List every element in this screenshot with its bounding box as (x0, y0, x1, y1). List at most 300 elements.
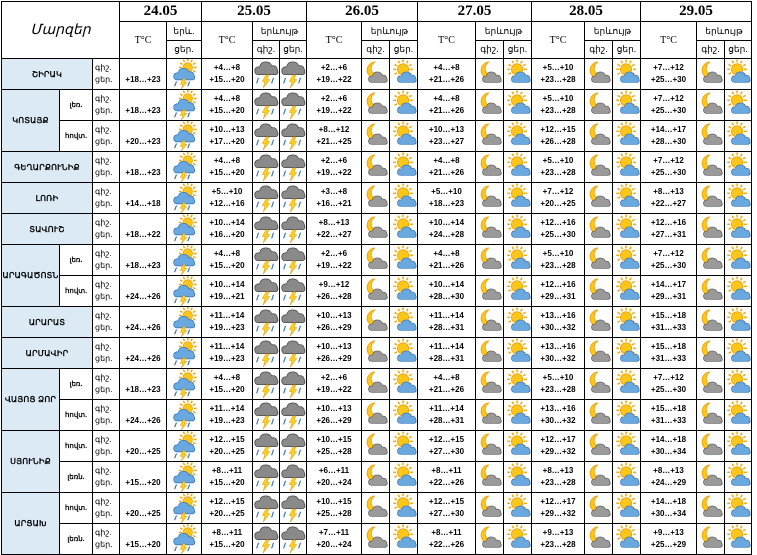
weather-icon-cell (585, 121, 613, 152)
temperature-cell (202, 152, 253, 183)
temperature-cell (202, 338, 253, 369)
temperature-cell (532, 90, 585, 121)
temp-day: +19…+23 (209, 354, 245, 363)
weather-icon (253, 183, 279, 213)
weather-icon-cell (697, 59, 725, 90)
weather-icon (698, 307, 724, 337)
weather-icon-cell (725, 462, 752, 493)
weather-icon (725, 338, 751, 368)
day-header: ցեր. (504, 41, 532, 59)
temperature-cell (418, 245, 476, 276)
temp-night: +8…+13 (318, 218, 350, 227)
weather-icon (280, 276, 306, 306)
weather-icon-cell (280, 462, 307, 493)
temperature-cell (418, 462, 476, 493)
weather-icon-cell (253, 431, 280, 462)
temp-night: +4…+8 (433, 94, 460, 103)
phenomenon-header: երևույթ (585, 22, 641, 41)
weather-icon (725, 183, 751, 213)
weather-icon-cell (362, 214, 390, 245)
weather-icon (698, 276, 724, 306)
night-label: գիշ. (95, 187, 112, 196)
temp-day: +18…+23 (125, 106, 161, 115)
weather-icon-cell (613, 307, 641, 338)
phenomenon-header: երևույթ (697, 22, 752, 41)
temperature-cell (202, 121, 253, 152)
weather-icon-cell (725, 493, 752, 524)
weather-icon (614, 493, 640, 523)
weather-icon (586, 307, 612, 337)
weather-icon (477, 431, 503, 461)
weather-icon-cell (613, 214, 641, 245)
temperature-cell (202, 493, 253, 524)
temp-night: +13…+16 (540, 311, 576, 320)
weather-icon (280, 152, 306, 182)
weather-icon-cell (280, 493, 307, 524)
temperature-cell (307, 338, 362, 369)
weather-icon (477, 214, 503, 244)
temp-night: +12…+15 (428, 497, 465, 506)
weather-icon (505, 431, 531, 461)
temp-night: +5…+10 (542, 94, 574, 103)
weather-icon-cell (504, 59, 532, 90)
weather-icon-cell (280, 121, 307, 152)
weather-icon-cell (280, 152, 307, 183)
weather-icon-cell (167, 152, 202, 183)
day-label: ցեր. (95, 230, 113, 239)
temp-night: +2…+6 (320, 156, 348, 165)
temp-day: +22…+26 (428, 540, 465, 549)
temp-header: T°C (418, 22, 476, 59)
region-row (2, 338, 752, 369)
weather-icon-cell (725, 121, 752, 152)
temp-day: +16…+21 (316, 199, 352, 208)
weather-icon-cell (697, 307, 725, 338)
temp-night: +8…+11 (431, 528, 462, 537)
temperature-cell (418, 276, 476, 307)
region-name: ԼՈՌԻ (2, 183, 93, 214)
day-label: ցեր. (95, 478, 113, 487)
temp-day: +25…+30 (650, 385, 687, 394)
temp-night: +5…+10 (542, 249, 574, 258)
temp-day: +27…+31 (650, 230, 687, 239)
weather-icon (391, 152, 417, 182)
temperature-cell (418, 400, 476, 431)
temp-night: +10…+14 (209, 280, 245, 289)
weather-icon-cell (362, 369, 390, 400)
day-label: ցեր. (95, 447, 113, 456)
temp-night: +10…+13 (316, 404, 352, 413)
weather-icon-cell (585, 524, 613, 555)
temp-night: +11…+14 (429, 404, 464, 413)
temperature-cell (418, 121, 476, 152)
temperature-cell (307, 524, 362, 555)
region-row (2, 400, 752, 431)
weather-icon (280, 400, 306, 430)
temp-day: +20…+24 (316, 540, 352, 549)
temp-day: +25…+30 (540, 230, 576, 239)
temp-day: +26…+28 (316, 292, 352, 301)
time-of-day (93, 121, 120, 152)
temp-day: +15…+20 (209, 75, 245, 84)
weather-icon (725, 369, 751, 399)
forecast-sheet (1, 1, 752, 555)
day-label: ցեր. (95, 540, 113, 549)
region-row (2, 183, 752, 214)
temperature-cell (532, 400, 585, 431)
temp-day: +18…+23 (125, 261, 161, 270)
weather-icon (391, 462, 417, 492)
temperature-cell (307, 462, 362, 493)
temp-night: +7…+12 (542, 187, 574, 196)
weather-icon (391, 307, 417, 337)
weather-icon-cell (476, 121, 504, 152)
temp-day: +21…+26 (428, 385, 465, 394)
temp-day: +24…+26 (125, 354, 161, 363)
weather-icon (505, 214, 531, 244)
temperature-cell (120, 59, 167, 90)
weather-icon (253, 524, 279, 554)
weather-icon-cell (585, 245, 613, 276)
temperature-cell (307, 276, 362, 307)
temp-day: +24…+26 (125, 416, 161, 425)
time-of-day (93, 431, 120, 462)
temperature-cell (202, 307, 253, 338)
temp-day: +30…+32 (540, 323, 576, 332)
temp-day: +25…+29 (650, 540, 687, 549)
weather-icon (477, 245, 503, 275)
temperature-cell (418, 307, 476, 338)
temp-day: +15…+20 (209, 261, 245, 270)
temp-night: +12…+16 (540, 218, 576, 227)
weather-icon-cell (390, 183, 418, 214)
temp-night: +10…+14 (428, 218, 465, 227)
weather-icon (586, 152, 612, 182)
temperature-cell (641, 431, 697, 462)
weather-icon-cell (725, 369, 752, 400)
weather-icon-cell (167, 369, 202, 400)
weather-icon-cell (697, 524, 725, 555)
temperature-cell (120, 307, 167, 338)
region-row (2, 121, 752, 152)
weather-icon-cell (362, 338, 390, 369)
temperature-cell (120, 338, 167, 369)
weather-icon (505, 524, 531, 554)
temp-night: +4…+8 (433, 373, 460, 382)
temp-blank (120, 155, 166, 167)
weather-icon (725, 90, 751, 120)
temp-night: +8…+12 (318, 125, 350, 134)
weather-icon (363, 307, 389, 337)
weather-icon-cell (167, 462, 202, 493)
temperature-cell (532, 183, 585, 214)
temperature-cell (641, 214, 697, 245)
weather-icon (280, 307, 306, 337)
temp-night: +15…+18 (650, 342, 687, 351)
temp-blank (120, 248, 166, 260)
weather-icon (363, 462, 389, 492)
temp-day: +15…+20 (125, 478, 161, 487)
weather-icon (280, 90, 306, 120)
temperature-cell (120, 400, 167, 431)
weather-icon-cell (725, 276, 752, 307)
weather-icon-cell (697, 369, 725, 400)
weather-icon (698, 90, 724, 120)
weather-icon-cell (613, 59, 641, 90)
weather-icon (171, 493, 197, 523)
night-label: գիշ. (95, 404, 112, 413)
temp-day: +25…+28 (316, 447, 352, 456)
night-header: գիշ. (697, 41, 725, 59)
weather-icon (505, 369, 531, 399)
weather-icon-cell (504, 493, 532, 524)
weather-icon (391, 524, 417, 554)
weather-icon-cell (167, 214, 202, 245)
weather-icon-cell (253, 276, 280, 307)
weather-icon-cell (280, 90, 307, 121)
weather-icon-cell (585, 183, 613, 214)
temp-night: +8…+11 (211, 466, 243, 475)
temp-blank (120, 403, 166, 415)
temperature-cell (641, 400, 697, 431)
temp-night: +11…+14 (209, 342, 245, 351)
weather-icon-cell (725, 307, 752, 338)
temperature-cell (641, 524, 697, 555)
weather-icon-cell (390, 338, 418, 369)
temp-night: +15…+18 (650, 404, 687, 413)
temperature-cell (418, 431, 476, 462)
temp-day: +26…+29 (316, 354, 352, 363)
weather-icon (253, 431, 279, 461)
weather-icon (171, 276, 197, 306)
weather-icon-cell (167, 493, 202, 524)
day-header: ցեր. (725, 41, 752, 59)
weather-icon-cell (476, 245, 504, 276)
zone-label: լեռն. (60, 524, 93, 555)
temperature-cell (641, 338, 697, 369)
temp-day: +21…+26 (428, 261, 465, 270)
temp-day: +23…+28 (540, 385, 576, 394)
temp-night: +14…+18 (650, 497, 687, 506)
temperature-cell (202, 400, 253, 431)
zone-label: հովտ. (60, 493, 93, 524)
night-header: գիշ. (253, 41, 280, 59)
weather-icon (725, 276, 751, 306)
weather-icon (363, 214, 389, 244)
temp-night: +12…+15 (209, 435, 245, 444)
temperature-cell (202, 183, 253, 214)
weather-icon (391, 183, 417, 213)
weather-icon-cell (167, 276, 202, 307)
phenomenon-header: երևույթ (362, 22, 418, 41)
weather-icon (698, 369, 724, 399)
region-row (2, 369, 752, 400)
temp-day: +21…+26 (428, 106, 465, 115)
temperature-cell (202, 462, 253, 493)
weather-icon-cell (725, 59, 752, 90)
temperature-cell (418, 214, 476, 245)
weather-icon (171, 369, 197, 399)
temperature-cell (307, 152, 362, 183)
time-of-day (93, 183, 120, 214)
weather-icon-cell (390, 462, 418, 493)
weather-icon-cell (167, 90, 202, 121)
temp-blank (120, 310, 166, 322)
weather-icon-cell (725, 245, 752, 276)
phenomenon-header: երևույթ (253, 22, 307, 41)
region-name: ՏԱՎՈՒՇ (2, 214, 93, 245)
zone-label: լեռ. (60, 245, 93, 276)
weather-icon-cell (362, 493, 390, 524)
weather-icon-cell (725, 431, 752, 462)
weather-icon (253, 493, 279, 523)
temperature-cell (418, 59, 476, 90)
weather-icon (586, 183, 612, 213)
temperature-cell (418, 338, 476, 369)
weather-icon-cell (613, 90, 641, 121)
temp-day: +28…+31 (428, 354, 465, 363)
night-label: գիշ. (95, 373, 112, 382)
date-header: 28.05 (532, 2, 641, 22)
temperature-cell (120, 431, 167, 462)
temp-night: +10…+13 (316, 311, 352, 320)
weather-icon (280, 183, 306, 213)
temp-day: +22…+26 (428, 478, 465, 487)
temp-night: +7…+11 (318, 528, 350, 537)
temperature-cell (307, 307, 362, 338)
weather-icon-cell (585, 369, 613, 400)
day-label: ցեր. (95, 261, 113, 270)
weather-icon (391, 90, 417, 120)
temp-night: +14…+18 (650, 435, 687, 444)
time-of-day (93, 276, 120, 307)
weather-icon (363, 493, 389, 523)
weather-icon (614, 152, 640, 182)
temp-header: T°C (532, 22, 585, 59)
temp-night: +7…+12 (653, 94, 684, 103)
zone-label: լեռն. (60, 462, 93, 493)
day-label: ցեր. (95, 385, 113, 394)
temperature-cell (120, 152, 167, 183)
temp-night: +11…+14 (209, 404, 245, 413)
weather-icon-cell (585, 307, 613, 338)
temp-day: +29…+31 (540, 292, 576, 301)
temp-day: +23…+28 (540, 478, 576, 487)
weather-icon (280, 338, 306, 368)
temp-blank (120, 465, 166, 477)
weather-icon-cell (504, 524, 532, 555)
temperature-cell (307, 90, 362, 121)
temperature-cell (418, 183, 476, 214)
weather-icon (725, 400, 751, 430)
temp-day: +21…+25 (316, 137, 352, 146)
temp-night: +9…+12 (318, 280, 350, 289)
temp-day: +18…+23 (428, 199, 465, 208)
temperature-cell (120, 524, 167, 555)
temp-day: +23…+28 (540, 540, 576, 549)
temperature-cell (307, 121, 362, 152)
temp-day: +19…+23 (209, 416, 245, 425)
weather-icon-cell (697, 245, 725, 276)
weather-icon-cell (504, 90, 532, 121)
temp-day: +20…+25 (209, 447, 245, 456)
temp-day: +30…+32 (540, 416, 576, 425)
temp-night: +13…+16 (540, 404, 576, 413)
weather-icon-cell (362, 524, 390, 555)
weather-icon (505, 338, 531, 368)
weather-icon-cell (253, 121, 280, 152)
weather-icon-cell (280, 431, 307, 462)
temp-blank (120, 279, 166, 291)
temp-night: +3…+8 (320, 187, 348, 196)
zone-label: հովտ. (60, 276, 93, 307)
temp-night: +2…+6 (320, 249, 348, 258)
temp-day: +20…+25 (540, 199, 576, 208)
weather-icon (698, 183, 724, 213)
time-of-day (93, 493, 120, 524)
date-header: 24.05 (120, 2, 202, 22)
temperature-cell (202, 90, 253, 121)
weather-icon-cell (476, 307, 504, 338)
weather-icon-cell (613, 400, 641, 431)
weather-icon-cell (362, 462, 390, 493)
temp-day: +18…+22 (125, 230, 161, 239)
time-of-day (93, 245, 120, 276)
temp-day: +24…+29 (650, 478, 687, 487)
temp-day: +25…+30 (650, 75, 687, 84)
temp-day: +31…+33 (650, 354, 687, 363)
temperature-cell (307, 369, 362, 400)
temp-night: +8…+13 (542, 466, 574, 475)
weather-icon-cell (280, 59, 307, 90)
region-row (2, 59, 752, 90)
weather-icon (363, 245, 389, 275)
weather-icon (477, 524, 503, 554)
weather-icon-cell (362, 121, 390, 152)
temp-day: +31…+33 (650, 323, 687, 332)
temp-day: +24…+28 (428, 230, 465, 239)
temp-night: +12…+16 (540, 280, 576, 289)
temp-header: T°C (120, 22, 167, 59)
weather-icon-cell (362, 183, 390, 214)
temp-day: +28…+30 (428, 292, 465, 301)
weather-icon-cell (390, 245, 418, 276)
weather-icon (363, 400, 389, 430)
time-of-day (93, 400, 120, 431)
temperature-cell (202, 59, 253, 90)
weather-icon-cell (253, 214, 280, 245)
temp-header: T°C (202, 22, 253, 59)
weather-icon (505, 493, 531, 523)
weather-icon-cell (167, 307, 202, 338)
date-header: 25.05 (202, 2, 307, 22)
weather-icon-cell (390, 369, 418, 400)
weather-icon (477, 369, 503, 399)
temperature-cell (641, 59, 697, 90)
temp-day: +15…+20 (209, 478, 245, 487)
temperature-cell (202, 276, 253, 307)
temperature-cell (307, 400, 362, 431)
weather-icon (477, 183, 503, 213)
temp-night: +6…+11 (318, 466, 350, 475)
weather-icon-cell (585, 431, 613, 462)
weather-icon-cell (167, 400, 202, 431)
weather-icon (698, 338, 724, 368)
weather-icon (698, 524, 724, 554)
weather-icon-cell (390, 214, 418, 245)
weather-icon (477, 152, 503, 182)
weather-icon (505, 121, 531, 151)
